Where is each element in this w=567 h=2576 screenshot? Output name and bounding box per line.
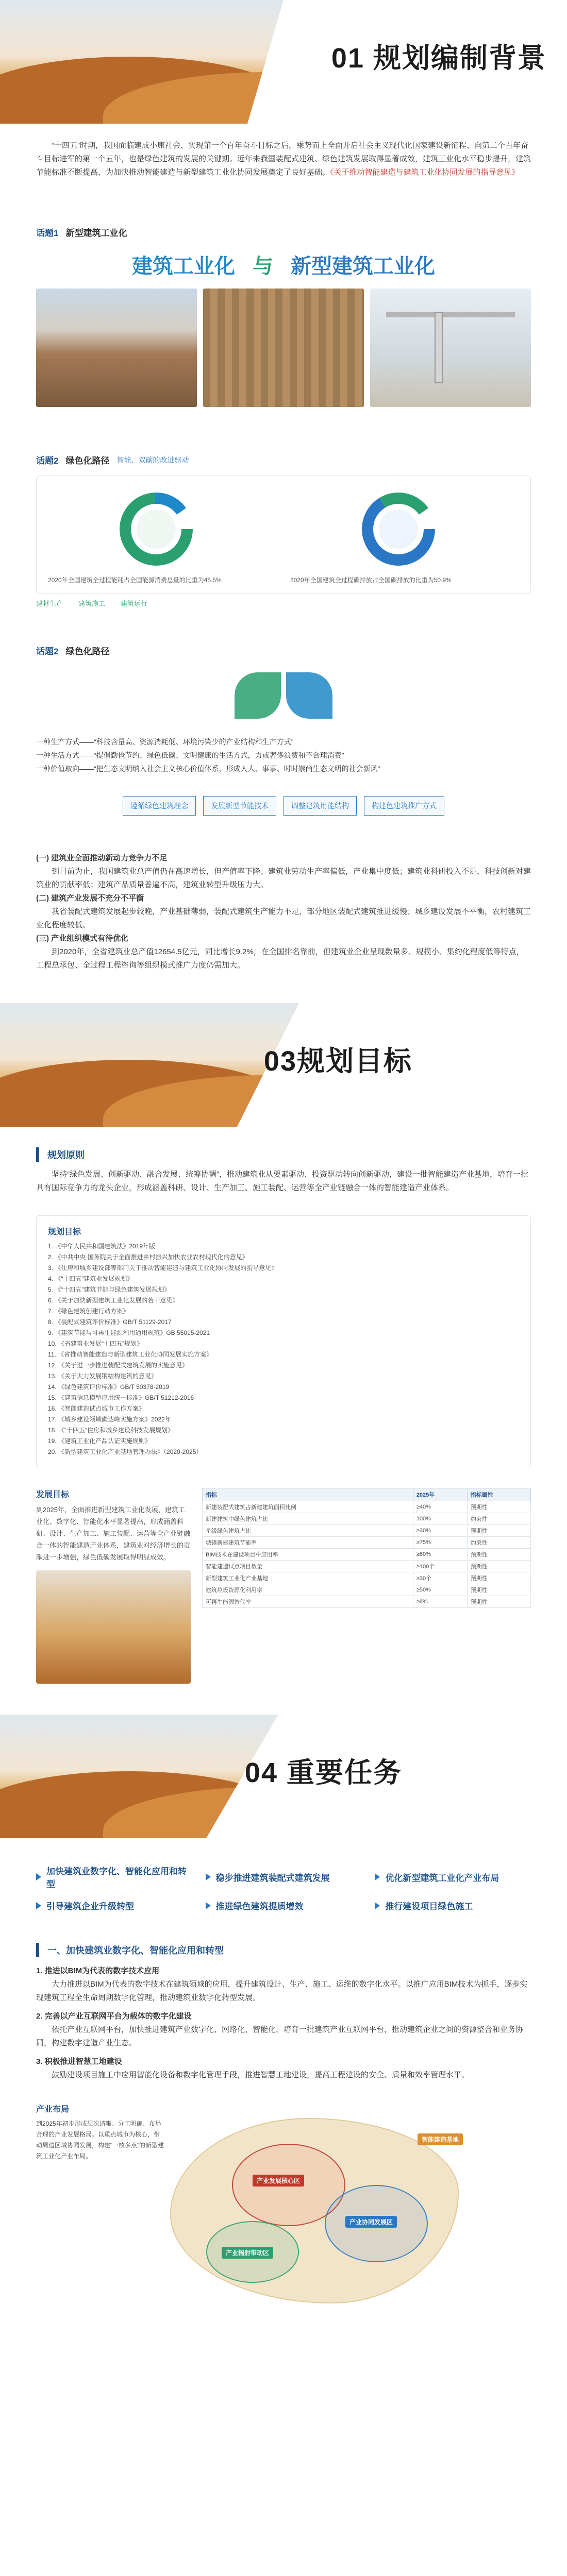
plan-basis-item: 14. 《绿色建筑评价标准》GB/T 50378-2019 [48,1383,170,1391]
topic-1-header [0,226,567,239]
task-item [36,1864,192,1890]
topic-number: 话题2 [36,456,59,466]
phrase-item: 一种生活方式——“提倡勤俭节约、绿色低碳、文明健康的生活方式，力戒奢侈浪费和不合理消费” [36,751,344,759]
plan-basis-item: 11. 《省推动智能建造与新型建筑工业化协同发展实施方案》 [48,1351,213,1358]
plan-basis-item: 20. 《新型建筑工业化产业基地管理办法》（2020-2025） [48,1448,203,1455]
problem-heading: (三) 产业组织模式有待优化 [36,934,129,943]
zone-label: 产业协同发展区 [345,2216,397,2228]
task-grid [0,1864,567,1912]
kpi-cell: 预期性 [467,1561,530,1572]
task-1-title: 一、加快建筑业数字化、智能化应用和转型 [47,1945,224,1956]
kpi-cell: ≥60% [413,1549,467,1561]
photo-brick-construction [36,289,197,407]
intro-paragraph [0,139,567,179]
banner-background [0,0,567,124]
task-sub-text: 大力推进以BIM为代表的数字技术在建筑领域的应用，提升建筑设计、生产、施工、运维的数字化水平。以推广应用BIM技术为抓手，逐步实现建筑工程全生命周期数字化管理，推动建筑业数字化转型发展。 [36,1980,528,2002]
tagline-amp: 与 [253,255,273,278]
kpi-cell: 预期性 [467,1549,530,1561]
section-title: 01 规划编制背景 [331,43,546,74]
kpi-cell: 预期性 [467,1572,530,1584]
plan-basis-item: 12. 《关于进一步推进装配式建筑发展的实施意见》 [48,1362,189,1369]
principle-text: 坚持“绿色发展、创新驱动、融合发展、统筹协调”，推动建筑业从要素驱动、投资驱动转向创新驱动，建设一批智能建造产业基地，培育一批具有国际竞争力的龙头企业，形成涵盖科研、设计、生产加工、施工装配、运营等全产业链融合一体的智能建造产业体系。 [36,1170,528,1192]
table-row [203,1549,531,1561]
banner-background [0,1003,567,1127]
kpi-header-cell: 指标属性 [467,1488,530,1501]
kpi-cell: 可再生能源替代率 [203,1596,413,1608]
task-label: 推进绿色建筑提质增效 [215,1902,304,1911]
task-sub-heading: 2. 完善以产业互联网平台为载体的数字化建设 [36,2012,192,2021]
topic-number: 话题1 [36,228,59,238]
task-label: 推行建设项目绿色施工 [385,1902,473,1911]
plan-basis-item: 4. 《“十四五”建筑业发展规划》 [48,1275,134,1282]
kpi-table-wrap [202,1488,531,1684]
triangle-icon [206,1902,211,1909]
table-row [203,1525,531,1537]
approach-box: 遵循绿色建筑理念 [123,796,196,816]
legend-item: 建筑施工 [78,600,106,607]
industry-layout-map [36,2103,531,2319]
triangle-icon [206,1873,211,1880]
plan-basis-item: 13. 《关于大力发展钢结构建筑的意见》 [48,1372,158,1380]
topic-label: 绿色化路径 [65,647,110,656]
kpi-cell: 预期性 [467,1501,530,1513]
energy-stat-caption: 2020年全国建筑全过程能耗占全国能源消费总量的比重为45.5% [48,577,222,584]
kpi-cell: 新建装配式建筑占新建建筑面积比例 [203,1501,413,1513]
kpi-cell: BIM技术在建设项目中应用率 [203,1549,413,1561]
zone-label: 产业发展核心区 [253,2175,304,2187]
problem-heading: (一) 建筑业全面推动新动力竞争力不足 [36,854,168,862]
map-sidebar [36,2103,165,2162]
problem-heading: (二) 建筑产业发展不充分不平衡 [36,894,144,903]
legend-item: 建材生产 [36,600,63,607]
table-row [203,1561,531,1572]
task-sub-text: 鼓励建设项目施工中应用智能化设备和数字化管理手段，推进智慧工地建设，提高工程建设的安全、质量和效率管理水平。 [52,2071,470,2079]
task-label: 稳步推进建筑装配式建筑发展 [215,1873,330,1883]
task-sub-heading: 3. 积极推进智慧工地建设 [36,2057,122,2066]
energy-stats-box [36,476,531,594]
kpi-cell: ≥30个 [413,1572,467,1584]
map-text: 到2025年初步形成层次清晰、分工明确、布局合理的产业发展格局。以重点城市为核心，带动周边区域协同发展，构建“一核多点”的新型建筑工业化产业布局。 [36,2120,164,2160]
triangle-icon [375,1873,380,1880]
kpi-cell: 100% [413,1513,467,1525]
kpi-cell: 预期性 [467,1584,530,1596]
header-bar [36,1147,39,1162]
task-label: 加快建筑业数字化、智能化应用和转型 [46,1867,187,1889]
approach-box: 发展新型节能技术 [203,796,276,816]
desert-photo [36,1570,191,1684]
task-label: 优化新型建筑工业化产业布局 [385,1873,499,1883]
kpi-cell: ≥40% [413,1501,467,1513]
plan-basis-item: 19. 《建筑工业化产品认证实施规则》 [48,1437,152,1445]
plan-basis-item: 18. 《“十四五”住房和城乡建设科技发展规划》 [48,1427,174,1434]
plan-basis-item: 17. 《城乡建设领域碳达峰实施方案》2022年 [48,1416,171,1423]
topic-tab: 智能、双碳的改进驱动 [116,455,189,464]
plan-basis-box [36,1215,531,1467]
ring-legend [0,594,567,608]
leaf-icon [286,672,332,719]
kpi-header-row [203,1488,531,1501]
principle-title: 规划原则 [47,1150,85,1160]
plan-basis-item: 9. 《建筑节能与可再生能源利用通用规范》GB 55015-2021 [48,1329,210,1336]
approach-box: 调整建筑用能结构 [284,796,357,816]
problem-text: 到目前为止，我国建筑业总产值仍在高速增长，但产值率下降；建筑业劳动生产率偏低，产业集中度低；建筑业科研投入不足，科技创新对建筑业的贡献率低；建筑产品质量普遍不高，建筑业转型升级压力大。 [36,867,531,889]
dev-goal-left [36,1488,191,1684]
section-title: 04 重要任务 [244,1757,402,1788]
construction-photos [0,289,567,407]
table-row [203,1596,531,1608]
plan-basis-item: 10. 《省建筑业发展“十四五”规划》 [48,1340,143,1347]
kpi-cell: ≥50% [413,1584,467,1596]
table-row [203,1501,531,1513]
intro-text: “十四五”时期，我国面临建成小康社会、实现第一个百年奋斗目标之后，乘势而上全面开启社会主义现代化国家建设新征程、向第二个百年奋斗目标进军的第一个五年，也是绿色建筑的发展的关键期。近年来我国装配式建筑、绿色建筑发展取得显著成效，建筑工业化水平稳步提升，建筑节能标准不断提高，为加快推动智能建造与新型建筑工业化协同发展奠定了良好基础。 [36,141,531,177]
topic-2-header [0,453,567,466]
machine-arm-shape [386,312,515,317]
task-item [375,1899,531,1912]
photo-rebar-site [203,289,364,407]
kpi-header-cell: 2025年 [413,1488,467,1501]
principle-header [36,1147,531,1162]
kpi-cell: 新型建筑工业化产业基地 [203,1572,413,1584]
energy-ring-chart [48,485,275,573]
triangle-icon [375,1902,380,1909]
dev-goal-title: 发展目标 [36,1490,70,1499]
phrase-item: 一种价值取向——“把生态文明纳入社会主义核心价值体系，形成人人、事事、时时崇尚生态文明的社会新风” [36,765,380,773]
phrase-item: 一种生产方式——“科技含量高、资源消耗低、环境污染少的产业结构和生产方式” [36,738,294,746]
task-item [36,1899,192,1912]
photo-robot-machine [370,289,531,407]
plan-basis-item: 1. 《中华人民共和国建筑法》2019年版 [48,1243,156,1250]
kpi-cell: 约束性 [467,1537,530,1549]
plan-basis-item: 15. 《建筑信息模型应用统一标准》GB/T 51212-2016 [48,1394,194,1401]
table-row [203,1513,531,1525]
plan-basis-item: 7. 《绿色建筑创建行动方案》 [48,1308,129,1315]
energy-stat-left [48,485,277,584]
leaf-icon [235,672,281,719]
approach-box: 构建色建筑推广方式 [364,796,444,816]
triangle-icon [36,1873,41,1880]
green-phrases [0,732,567,775]
plan-basis-item: 6. 《关于加快新型建筑工业化发展的若干意见》 [48,1297,179,1304]
kpi-cell: 约束性 [467,1513,530,1525]
plan-basis-item: 2. 《中共中央 国务院关于全面推进乡村振兴加快农业农村现代化的意见》 [48,1253,248,1261]
plan-basis-title: 规划目标 [48,1228,81,1236]
carbon-stat-right [290,485,519,584]
table-row [203,1584,531,1596]
kpi-table [202,1488,531,1608]
problem-text: 我省装配式建筑发展起步较晚，产业基础薄弱，装配式建筑生产能力不足，部分地区装配式建筑推进缓慢；城乡建设发展不平衡，农村建筑工业化程度较低。 [36,907,531,929]
tagline [0,250,567,279]
topic-label: 绿色化路径 [65,456,110,466]
task-item [375,1864,531,1890]
legend-item: 建筑运行 [121,600,148,607]
zone-label: 智能建造基地 [418,2133,463,2145]
task-1-header [36,1943,531,1957]
tagline-right: 新型建筑工业化 [291,255,435,278]
table-row [203,1572,531,1584]
plan-basis-item: 5. 《“十四五”建筑节能与绿色建筑发展规划》 [48,1286,171,1293]
topic-number: 话题2 [36,647,59,656]
task-item [206,1864,362,1890]
section-title: 03规划目标 [263,1046,412,1077]
carbon-stat-caption: 2020年全国建筑全过程碳排放占全国碳排放的比重为50.9% [290,577,452,584]
development-goals [0,1488,567,1684]
kpi-cell: 智能建造试点项目数量 [203,1561,413,1572]
task-sub-text: 依托产业互联网平台，加快推进建筑产业数字化、网络化、智能化，培育一批建筑产业互联网平台，推动建筑企业之间的资源整合和业务协同，构建数字建造产业生态。 [36,2025,524,2047]
header-bar [36,1943,39,1957]
kpi-cell: 星级绿色建筑占比 [203,1525,413,1537]
task-item [206,1899,362,1912]
task-label: 引导建筑企业升级转型 [46,1902,134,1911]
plan-basis-item: 8. 《装配式建筑评价标准》GB/T 51129-2017 [48,1318,172,1326]
plan-basis-list [48,1241,519,1458]
table-row [203,1537,531,1549]
kpi-header-cell: 指标 [203,1488,413,1501]
task-sub-heading: 1. 推进以BIM为代表的数字技术应用 [36,1967,160,1975]
green-approach-boxes [0,796,567,816]
banner-background [0,1715,567,1838]
problem-text: 到2020年，全省建筑业总产值12654.5亿元，同比增长9.2%，在全国排名靠前，但建筑业企业呈现数量多、规模小、集约化程度低等特点，工程总承包、全过程工程咨询等组织模式推广力度仍需加大。 [36,947,524,970]
plan-basis-item: 3. 《住房和城乡建设部等部门关于推动智能建造与建筑工业化协同发展的指导意见》 [48,1264,278,1272]
intro-doc-reference: 《关于推动智能建造与建筑工业化协同发展的指导意见》 [330,168,520,177]
kpi-cell: 预期性 [467,1596,530,1608]
dev-goal-text: 到2025年，全面推进新型建筑工业化发展，建筑工业化、数字化、智能化水平显著提高，形成涵盖科研、设计、生产加工、施工装配、运营等全产业链融合一体的智能建造产业体系，建筑业对经济增长的贡献进一步增强，绿色低碳发展取得明显成效。 [36,1506,191,1561]
kpi-cell: ≥30% [413,1525,467,1537]
carbon-ring-chart [290,485,517,573]
topic-3-header [0,644,567,657]
kpi-cell: ≥75% [413,1537,467,1549]
leaf-graphic [0,672,567,719]
topic-label: 新型建筑工业化 [65,228,127,238]
kpi-cell: 新建建筑中绿色建筑占比 [203,1513,413,1525]
kpi-cell: 建筑垃圾资源化利用率 [203,1584,413,1596]
tagline-left: 建筑工业化 [132,255,235,278]
machine-column-shape [435,312,443,383]
zone-label: 产业辐射带动区 [222,2247,273,2259]
plan-basis-item: 16. 《智能建造试点城市工作方案》 [48,1405,145,1412]
kpi-cell: ≥100个 [413,1561,467,1572]
map-title: 产业布局 [36,2105,70,2114]
kpi-cell: ≥8% [413,1596,467,1608]
triangle-icon [36,1902,41,1909]
kpi-cell: 城镇新建建筑节能率 [203,1537,413,1549]
kpi-cell: 预期性 [467,1525,530,1537]
